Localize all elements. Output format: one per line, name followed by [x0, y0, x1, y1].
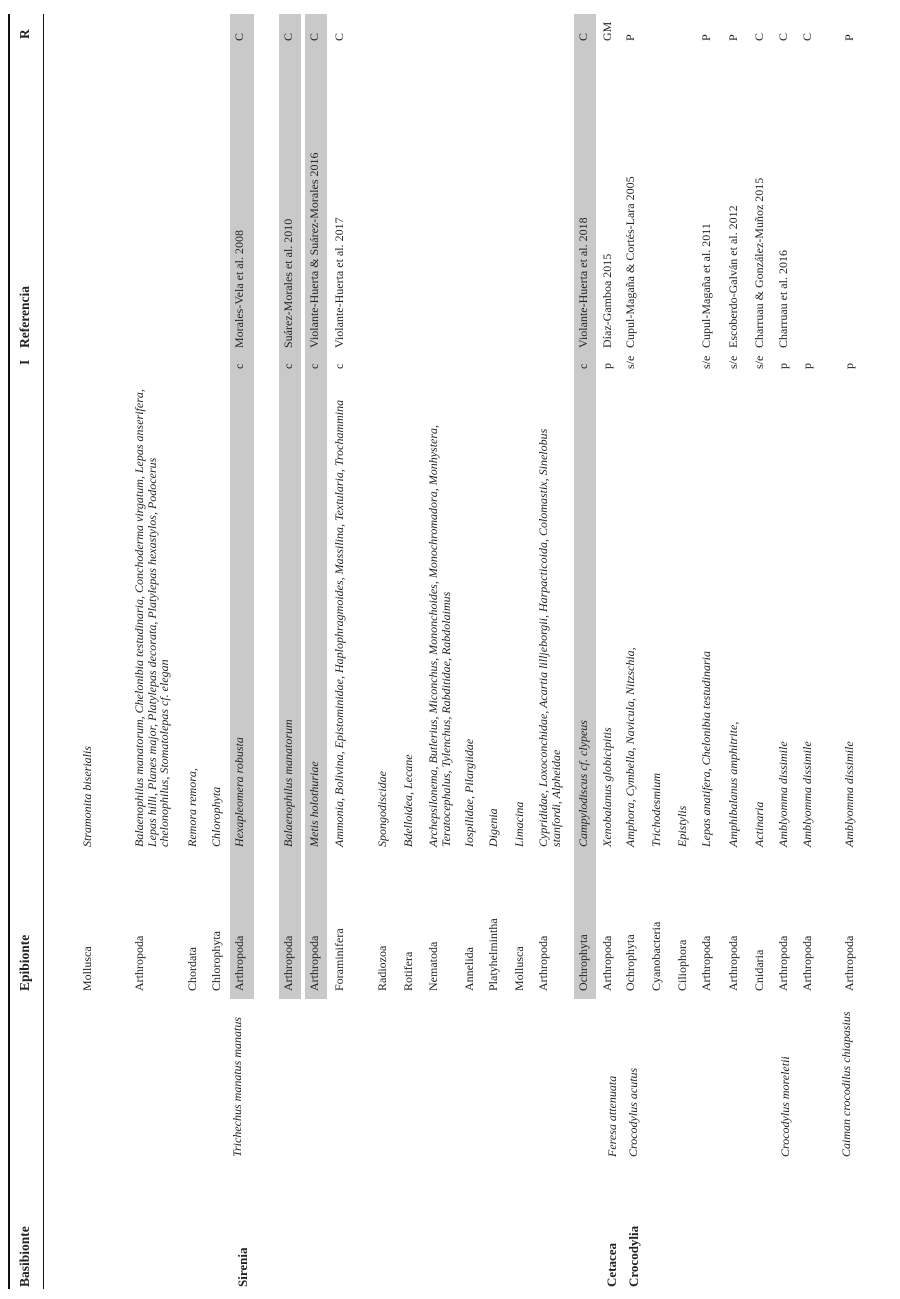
referencia-cell: Charruau & González-Muñoz 2015 [752, 177, 766, 348]
taxa-cell: Spongodiscidae [375, 771, 389, 847]
epibionte-cell: Cnidaria [752, 949, 766, 991]
r-cell: C [752, 32, 766, 41]
taxa-cell: Bdelloidea, Lecane [401, 754, 415, 847]
table-row [484, 0, 504, 1299]
taxa-cell: Iospilidae, Pilargiidae [462, 738, 476, 847]
table-row [424, 0, 454, 1299]
taxa-cell: Balaenophilus manatorum [281, 719, 295, 847]
epibionte-cell: Cyanobacteria [649, 921, 663, 991]
i-cell: s/e [623, 355, 637, 369]
table-row [399, 0, 419, 1299]
epibionte-cell: Radiozoa [375, 945, 389, 991]
epibionte-cell: Platyhelmintha [486, 918, 500, 991]
referencia-cell: Díaz-Gamboa 2015 [600, 253, 614, 348]
epibionte-cell: Arthropoda [281, 935, 295, 991]
epibionte-cell: Ochrophyta [576, 934, 590, 991]
r-cell: P [842, 34, 856, 41]
basibionte-caiman: Caiman crocodilus chiapasius [839, 1011, 853, 1157]
table-row [750, 0, 772, 1299]
epibionte-cell: Ciliophora [675, 939, 689, 991]
epibionte-cell: Arthropoda [600, 935, 614, 991]
epibionte-cell: Arthropoda [132, 935, 146, 991]
r-cell: C [281, 32, 295, 41]
basibionte-crocodylus-moreletii: Crocodylus moreletii [778, 1056, 792, 1157]
epibionte-cell: Chlorophyta [209, 931, 223, 991]
group-sirenia: Sirenia [235, 1247, 250, 1287]
table-row [840, 0, 868, 1299]
taxa-cell: Ammonia, Bolivina, Epistominidae, Haplophragmoides, Massilina, Textularia, Trochammina [332, 399, 346, 847]
taxa-cell: Digenia [486, 808, 500, 847]
epibionte-cell: Annelida [462, 947, 476, 991]
table-row [574, 14, 596, 999]
r-cell: P [623, 34, 637, 41]
i-cell: c [332, 363, 346, 369]
referencia-cell: Morales-Vela et al. 2008 [232, 230, 246, 348]
i-cell: c [307, 363, 321, 369]
table-row [647, 0, 667, 1299]
table-row [130, 0, 174, 1299]
taxa-cell: Stramonita biserialis [80, 745, 94, 847]
table-row [305, 14, 327, 999]
table-row [534, 0, 570, 1299]
table-row [724, 0, 744, 1299]
i-cell: p [776, 363, 790, 369]
table-row [697, 0, 719, 1299]
epibionte-cell: Arthropoda [776, 935, 790, 991]
taxa-cell: Remora remora, [185, 768, 199, 847]
referencia-cell: Suárez-Morales et al. 2010 [281, 218, 295, 348]
referencia-cell: Escoberdo-Galván et al. 2012 [726, 205, 740, 348]
taxa-cell: Amblyomma dissimile [842, 741, 856, 847]
epibionte-cell: Mollusca [512, 946, 526, 991]
header-basibionte: Basibionte [17, 1226, 32, 1287]
taxa-cell: Balaenophilus manatorum, Chelonibia testudinaria, Conchoderma virgatum, Lepas anserifera, Lepas hilli, Planes major, Platylepas decorata, Platylepas hexastylos, Podocerus chelonophilus, Stomatolepas cf. elegan [132, 389, 171, 847]
r-cell: C [800, 32, 814, 41]
i-cell: c [232, 363, 246, 369]
header-epibionte: Epibionte [17, 934, 32, 991]
referencia-cell: Violante-Huerta et al. 2017 [332, 217, 346, 348]
taxa-cell: Epistylis [675, 805, 689, 847]
i-cell: p [600, 363, 614, 369]
epibionte-cell: Arthropoda [699, 935, 713, 991]
taxa-cell: Chlorophyta [209, 786, 223, 847]
r-cell: C [332, 32, 346, 41]
table-row [207, 0, 227, 1299]
header-r: R [17, 29, 32, 39]
basibionte-feresa: Feresa attenuata [605, 1075, 619, 1157]
header-referencia: Referencia [17, 286, 32, 348]
table-row [373, 0, 393, 1299]
referencia-cell: Violante-Huerta et al. 2018 [576, 217, 590, 348]
epibionte-cell: Arthropoda [726, 935, 740, 991]
i-cell: p [800, 363, 814, 369]
table-row [673, 0, 693, 1299]
taxa-cell: Amblyomma dissimile [800, 741, 814, 847]
r-cell: GM [600, 21, 614, 41]
i-cell: s/e [752, 355, 766, 369]
taxa-cell: Metis holothuriae [307, 761, 321, 847]
i-cell: c [281, 363, 295, 369]
epibionte-cell: Chordata [185, 947, 199, 991]
taxa-cell: Cyprididae, Loxoconchidae, Acartia lilljeborgii, Harpacticoida, Colomastix, Sinelobus stanfordi, Alpheidae [536, 428, 563, 847]
group-crocodylia: Crocodylia [626, 1225, 641, 1287]
top-rule [8, 14, 10, 1289]
epibionte-cell: Nematoda [426, 941, 440, 991]
epibionte-cell: Arthropoda [842, 935, 856, 991]
table-row [230, 14, 254, 999]
r-cell: C [776, 32, 790, 41]
header-rule [43, 14, 44, 1289]
group-cetacea: Cetacea [604, 1242, 619, 1287]
epibionte-cell: Rotifera [401, 951, 415, 991]
table-row [774, 0, 796, 1299]
r-cell: C [232, 32, 246, 41]
table-row [510, 0, 530, 1299]
taxa-cell: Actinaria [752, 801, 766, 847]
i-cell: p [842, 363, 856, 369]
table-row [460, 0, 480, 1299]
i-cell: s/e [726, 355, 740, 369]
referencia-cell: Violante-Huerta & Suárez-Morales 2016 [307, 152, 321, 348]
referencia-cell: Cupul-Magaña & Cortés-Lara 2005 [623, 176, 637, 348]
i-cell: s/e [699, 355, 713, 369]
table-row [330, 0, 364, 1299]
i-cell: c [576, 363, 590, 369]
taxa-cell: Limacina [512, 801, 526, 847]
taxa-cell: Hexapleomera robusta [232, 737, 246, 847]
r-cell: P [699, 34, 713, 41]
table-row [183, 0, 203, 1299]
taxa-cell: Archepsilonema, Butlerius, Miconchus, Mononchoides, Monochromadora, Monhystera, Teratocephalus, Tylenchus, Rabditidae, Rabdolaimus [426, 424, 453, 847]
taxa-cell: Amblyomma dissimile [776, 741, 790, 847]
table-row [279, 14, 301, 999]
epibionte-cell: Ochrophyta [623, 934, 637, 991]
epibionte-cell: Arthropoda [307, 935, 321, 991]
r-cell: C [307, 32, 321, 41]
r-cell: C [576, 32, 590, 41]
taxa-cell: Xenobalanus globicipitis [600, 727, 614, 847]
taxa-cell: Amphibalanus amphitrite, [726, 721, 740, 847]
epibionte-cell: Foraminifera [332, 928, 346, 991]
epibionte-cell: Arthropoda [536, 935, 550, 991]
taxa-cell: Campylodiscus cf. clypeus [576, 720, 590, 847]
basibionte-crocodylus-acutus: Crocodylus acutus [626, 1067, 640, 1157]
taxa-cell: Trichodesmium [649, 772, 663, 847]
table-row [598, 0, 620, 1299]
table-row [798, 0, 826, 1299]
referencia-cell: Charruau et al. 2016 [776, 250, 790, 348]
epibionte-cell: Arthropoda [800, 935, 814, 991]
taxa-cell: Amphora, Cymbella, Navicula, Nitzschia, [623, 647, 637, 847]
header-i: I [17, 359, 32, 365]
table-row [78, 0, 98, 1299]
referencia-cell: Cupul-Magaña et al. 2011 [699, 223, 713, 348]
basibionte-trichechus: Trichechus manatus manatus [230, 1016, 244, 1157]
epibionte-cell: Arthropoda [232, 935, 246, 991]
r-cell: P [726, 34, 740, 41]
taxa-cell: Lepas anatifera, Chelonibia testudinaria [699, 650, 713, 847]
table-row [621, 0, 643, 1299]
epibionte-cell: Mollusca [80, 946, 94, 991]
